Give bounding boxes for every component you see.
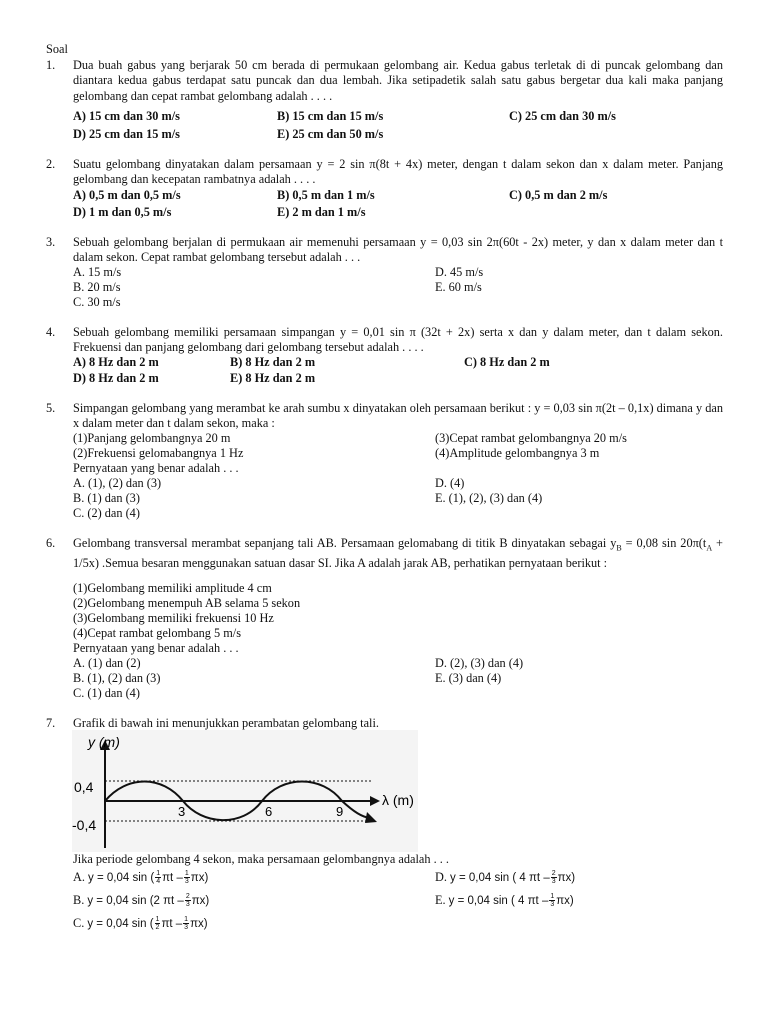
option-b[interactable]: B. (1), (2) dan (3) — [73, 671, 161, 685]
subscript: A — [706, 543, 713, 553]
denominator: 4 — [156, 878, 161, 886]
option-c[interactable]: C) 8 Hz dan 2 m — [464, 355, 550, 369]
question-prompt: Jika periode gelombang 4 sekon, maka persamaan gelombangnya adalah . . . — [73, 852, 449, 866]
question-text — [73, 536, 723, 571]
option-letter: B. — [73, 893, 85, 907]
statement-4: (4)Amplitude gelombangnya 3 m — [435, 446, 600, 460]
question-text: Sebuah gelombang berjalan di permukaan air memenuhi persamaan y = 0,03 sin 2π(60t - 2x) meter, y dan x dalam meter dan t dalam sekon. Cepat rambat gelombang tersebut adalah . . . — [73, 235, 723, 265]
statement-2: (2)Frekuensi gelomabangnya 1 Hz — [73, 446, 244, 460]
option-c[interactable]: C) 0,5 m dan 2 m/s — [509, 188, 608, 202]
option-equation — [449, 895, 574, 907]
numerator: 1 — [184, 870, 189, 878]
option-e[interactable]: E. (1), (2), (3) dan (4) — [435, 491, 543, 505]
x-axis-label: λ (m) — [382, 792, 414, 808]
option-equation — [88, 872, 208, 884]
statement-4: (4)Cepat rambat gelombang 5 m/s — [73, 626, 242, 640]
option-e[interactable]: E) 2 m dan 1 m/s — [277, 205, 366, 219]
option-c[interactable]: C) 25 cm dan 30 m/s — [509, 109, 616, 123]
question-number: 3. — [46, 235, 56, 249]
eq-text: πx) — [556, 895, 574, 907]
option-e[interactable] — [435, 893, 574, 909]
eq-text: y = 0,04 sin (2 πt – — [87, 895, 184, 907]
x-tick-label: 6 — [265, 804, 273, 819]
option-a[interactable] — [73, 870, 208, 886]
fraction — [549, 893, 555, 908]
y-tick-label: 0,4 — [74, 779, 94, 795]
question-number: 4. — [46, 325, 56, 339]
denominator: 3 — [184, 924, 189, 932]
option-d[interactable]: D) 1 m dan 0,5 m/s — [73, 205, 172, 219]
wave-graph — [72, 730, 418, 852]
denominator: 3 — [185, 901, 190, 909]
eq-text: y = 0,04 sin ( 4 πt – — [450, 872, 550, 884]
denominator: 2 — [155, 924, 160, 932]
question-prompt: Pernyataan yang benar adalah . . . — [73, 641, 239, 655]
y-axis-label: y (m) — [88, 734, 120, 750]
subscript: B — [616, 543, 622, 553]
option-c[interactable]: C. 30 m/s — [73, 295, 121, 309]
option-letter: C. — [73, 916, 85, 930]
fraction — [184, 870, 190, 885]
graph-background — [72, 730, 418, 852]
option-d[interactable]: D. (4) — [435, 476, 465, 490]
question-text: Dua buah gabus yang berjarak 50 cm berada di permukaan gelombang air. Kedua gabus terletak di di puncak gelombang dan diantara kedua gabus terdapat satu puncak dan dua lembah. Jika setipadetik salah satu gabus bergetar dua kali maka panjang gelombang dan cepat rambat gelombang adalah . . . . — [73, 58, 723, 103]
option-letter: A. — [73, 870, 85, 884]
question-number: 6. — [46, 536, 56, 550]
eq-text: πt – — [161, 918, 183, 930]
eq-text: y = 0,04 sin ( — [87, 918, 154, 930]
option-a[interactable]: A) 15 cm dan 30 m/s — [73, 109, 180, 123]
option-b[interactable]: B) 8 Hz dan 2 m — [230, 355, 316, 369]
fraction — [551, 870, 557, 885]
question-text: Suatu gelombang dinyatakan dalam persamaan y = 2 sin π(8t + 4x) meter, dengan t dalam sekon dan x dalam meter. Panjang gelombang dan kecepatan rambatnya adalah . . . . — [73, 157, 723, 187]
option-e[interactable]: E. 60 m/s — [435, 280, 482, 294]
option-c[interactable] — [73, 916, 208, 932]
option-a[interactable]: A) 8 Hz dan 2 m — [73, 355, 159, 369]
question-text-part: + 1/5x) .Semua besaran menggunakan satuan dasar SI. Jika A adalah jarak AB, perhatikan pernyataan berikut : — [73, 536, 723, 570]
eq-text: πx) — [557, 872, 576, 884]
question-number: 5. — [46, 401, 56, 415]
option-d[interactable]: D. (2), (3) dan (4) — [435, 656, 524, 670]
fraction — [155, 870, 161, 885]
question-text: Grafik di bawah ini menunjukkan perambatan gelombang tali. — [73, 716, 379, 730]
eq-text: πx) — [191, 895, 210, 907]
option-letter: D. — [435, 870, 447, 884]
option-b[interactable]: B. 20 m/s — [73, 280, 121, 294]
statement-3: (3)Gelombang memiliki frekuensi 10 Hz — [73, 611, 274, 625]
question-text-part: Gelombang transversal merambat sepanjang tali AB. Persamaan gelomabang di titik B dinyatakan sebagai y — [73, 536, 617, 550]
option-c[interactable]: C. (1) dan (4) — [73, 686, 140, 700]
eq-text: πx) — [190, 872, 209, 884]
option-a[interactable]: A) 0,5 m dan 0,5 m/s — [73, 188, 181, 202]
denominator: 3 — [184, 878, 189, 886]
x-tick-label: 3 — [178, 804, 186, 819]
question-text-part: = 0,08 sin 20π(t — [621, 536, 707, 550]
fraction — [183, 916, 189, 931]
statement-1: (1)Gelombang memiliki amplitude 4 cm — [73, 581, 272, 595]
question-prompt: Pernyataan yang benar adalah . . . — [73, 461, 239, 475]
option-a[interactable]: A. 15 m/s — [73, 265, 122, 279]
fraction — [185, 893, 191, 908]
question-number: 2. — [46, 157, 56, 171]
option-b[interactable]: B) 15 cm dan 15 m/s — [277, 109, 384, 123]
statement-1: (1)Panjang gelombangnya 20 m — [73, 431, 231, 445]
option-d[interactable] — [435, 870, 575, 886]
eq-text: πx) — [190, 918, 208, 930]
eq-text: y = 0,04 sin ( — [88, 872, 155, 884]
numerator: 2 — [185, 893, 190, 901]
option-e[interactable]: E) 8 Hz dan 2 m — [230, 371, 316, 385]
question-number: 7. — [46, 716, 56, 730]
question-text: Simpangan gelombang yang merambat ke arah sumbu x dinyatakan oleh persamaan berikut : y = 0,03 sin π(2t – 0,1x) dimana y dan x dalam meter dan t dalam sekon, maka : — [73, 401, 723, 431]
numerator: 1 — [184, 916, 189, 924]
eq-text: πt – — [162, 872, 183, 884]
denominator: 3 — [551, 878, 556, 886]
option-equation — [87, 895, 209, 907]
option-b[interactable] — [73, 893, 209, 909]
statement-3: (3)Cepat rambat gelombangnya 20 m/s — [435, 431, 627, 445]
question-number: 1. — [46, 58, 56, 72]
x-tick-label: 9 — [336, 804, 344, 819]
y-tick-label: -0,4 — [72, 817, 97, 833]
numerator: 1 — [156, 870, 161, 878]
option-d[interactable]: D) 8 Hz dan 2 m — [73, 371, 159, 385]
page-title: Soal — [46, 42, 68, 56]
eq-text: y = 0,04 sin ( 4 πt – — [448, 895, 549, 907]
option-d[interactable]: D) 25 cm dan 15 m/s — [73, 127, 180, 141]
option-equation — [450, 872, 575, 884]
statement-2: (2)Gelombang menempuh AB selama 5 sekon — [73, 596, 301, 610]
question-text: Sebuah gelombang memiliki persamaan simpangan y = 0,01 sin π (32t + 2x) serta x dan y dalam meter, dan t dalam sekon. Frekuensi dan panjang gelombang dari gelombang tersebut adalah . . . . — [73, 325, 723, 355]
option-e[interactable]: E) 25 cm dan 50 m/s — [277, 127, 384, 141]
option-d[interactable]: D. 45 m/s — [435, 265, 484, 279]
option-b[interactable]: B. (1) dan (3) — [73, 491, 140, 505]
numerator: 2 — [551, 870, 556, 878]
option-a[interactable]: A. (1), (2) dan (3) — [73, 476, 162, 490]
option-e[interactable]: E. (3) dan (4) — [435, 671, 502, 685]
fraction — [155, 916, 161, 931]
denominator: 3 — [550, 901, 555, 909]
numerator: 1 — [550, 893, 555, 901]
numerator: 1 — [155, 916, 160, 924]
option-equation — [87, 918, 207, 930]
option-c[interactable]: C. (2) dan (4) — [73, 506, 140, 520]
option-b[interactable]: B) 0,5 m dan 1 m/s — [277, 188, 375, 202]
option-letter: E. — [435, 893, 446, 907]
option-a[interactable]: A. (1) dan (2) — [73, 656, 141, 670]
